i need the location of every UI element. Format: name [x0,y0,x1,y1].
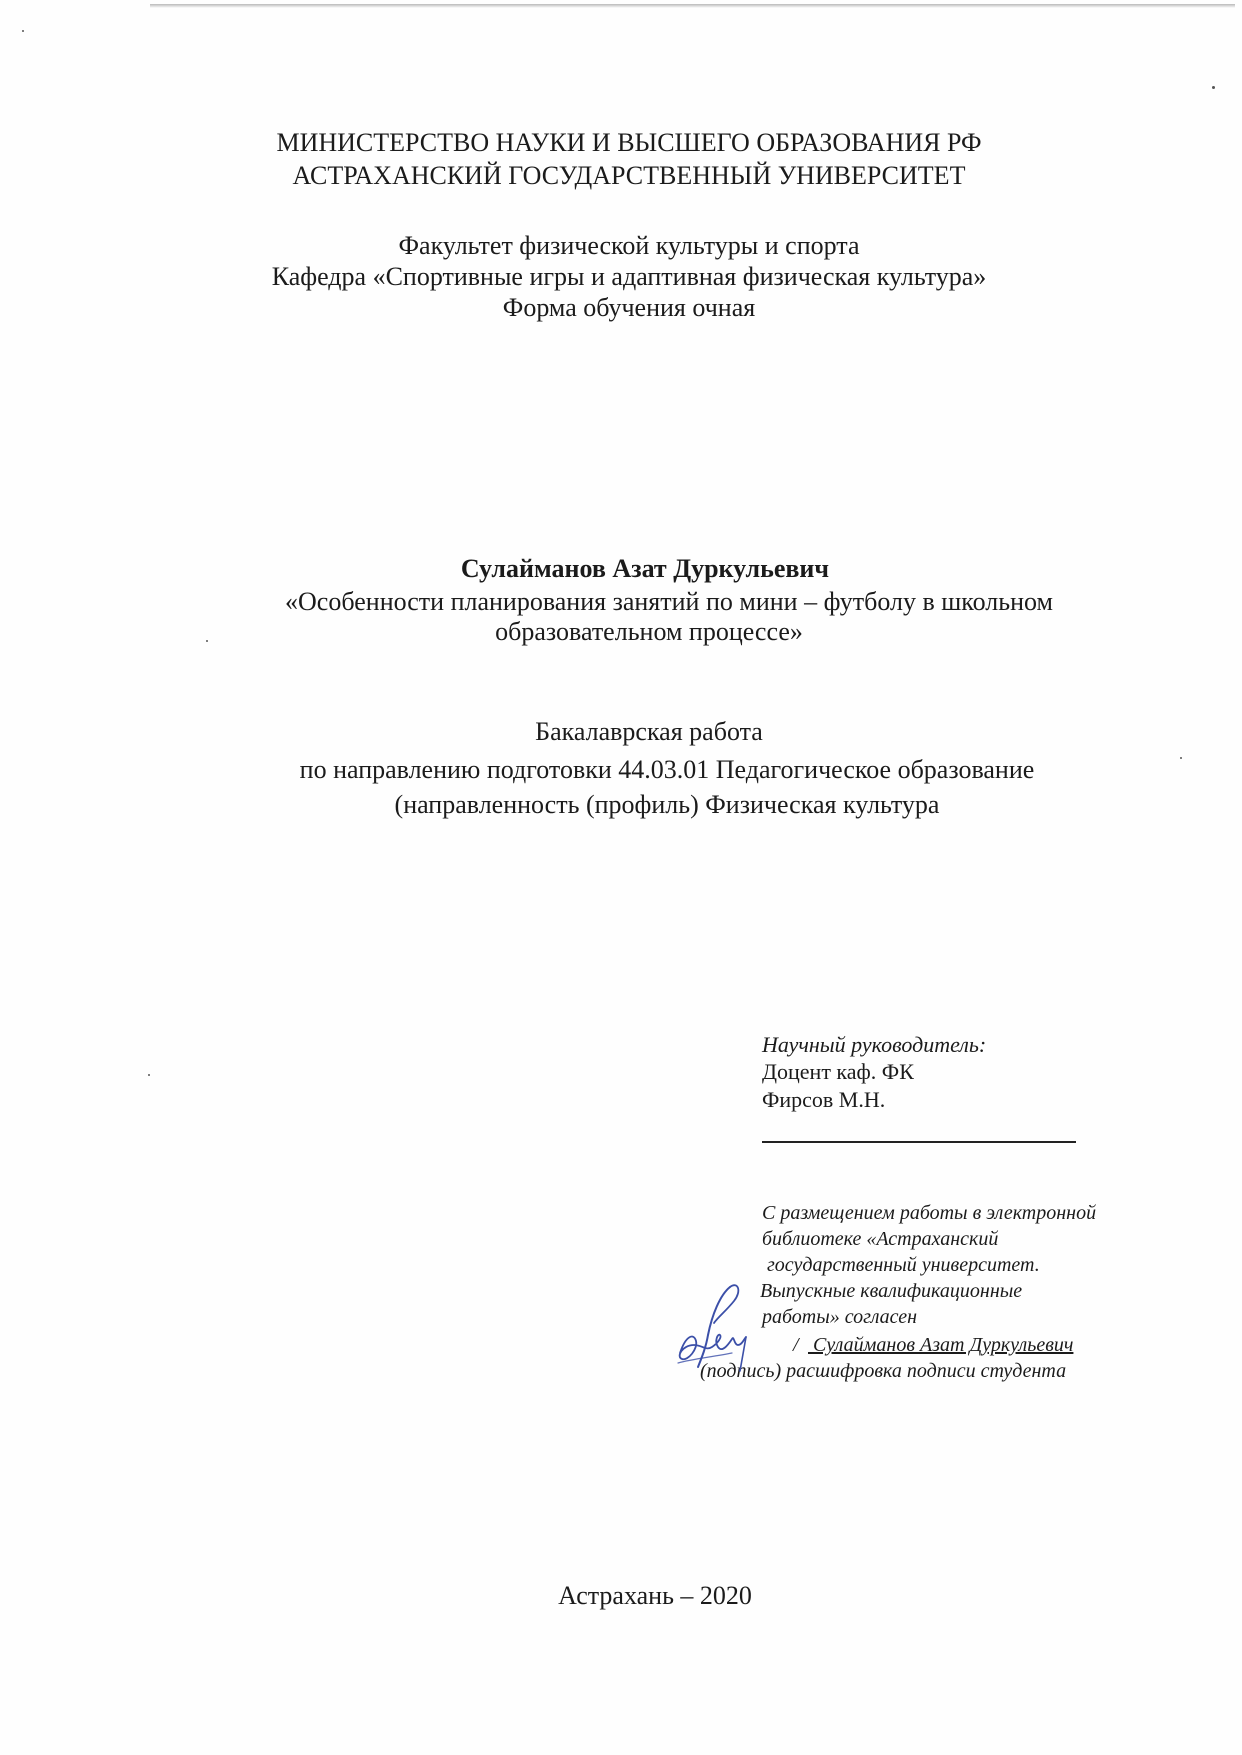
supervisor-label: Научный руководитель: [762,1032,987,1057]
consent-line-1: С размещением работы в электронной [762,1202,1097,1224]
consent-line-2: библиотеке «Астраханский [762,1228,999,1250]
consent-line-5: работы» согласен [762,1306,918,1328]
ministry-heading: МИНИСТЕРСТВО НАУКИ И ВЫСШЕГО ОБРАЗОВАНИЯ РФ [276,128,982,157]
consent-line-3: государственный университет. [762,1254,1040,1276]
student-name-decoded [808,1332,1073,1358]
department-line: Кафедра «Спортивные игры и адаптивная физическая культура» [271,262,987,291]
training-direction: по направлению подготовки 44.03.01 Педагогическое образование [299,755,1035,784]
scan-speck [148,1074,150,1076]
university-heading: АСТРАХАНСКИЙ ГОСУДАРСТВЕННЫЙ УНИВЕРСИТЕТ [292,161,966,190]
faculty-line: Факультет физической культуры и спорта [398,231,860,260]
scan-speck [1212,86,1215,89]
work-type: Бакалаврская работа [535,717,763,746]
supervisor-position: Доцент каф. ФК [762,1059,914,1084]
handwritten-signature [672,1275,762,1375]
training-profile: (направленность (профиль) Физическая культура [394,790,940,819]
study-form-line: Форма обучения очная [502,293,756,322]
signature-separator: / [793,1334,799,1356]
city-year: Астрахань – 2020 [558,1581,752,1610]
supervisor-name: Фирсов М.Н. [762,1087,886,1112]
signature-caption: (подпись) расшифровка подписи студента [700,1360,1067,1382]
work-title-line-2: образовательном процессе» [495,617,803,646]
supervisor-signature-line [762,1141,1076,1143]
consent-line-4: Выпускные квалификационные [760,1280,1023,1302]
scan-edge [150,4,1235,8]
work-title-line-1: «Особенности планирования занятий по мини – футболу в школьном [285,587,1053,616]
author-name: Сулайманов Азат Дуркульевич [460,554,830,583]
scan-speck [22,30,24,32]
student-name-text: Сулайманов Азат Дуркульевич [813,1334,1074,1356]
